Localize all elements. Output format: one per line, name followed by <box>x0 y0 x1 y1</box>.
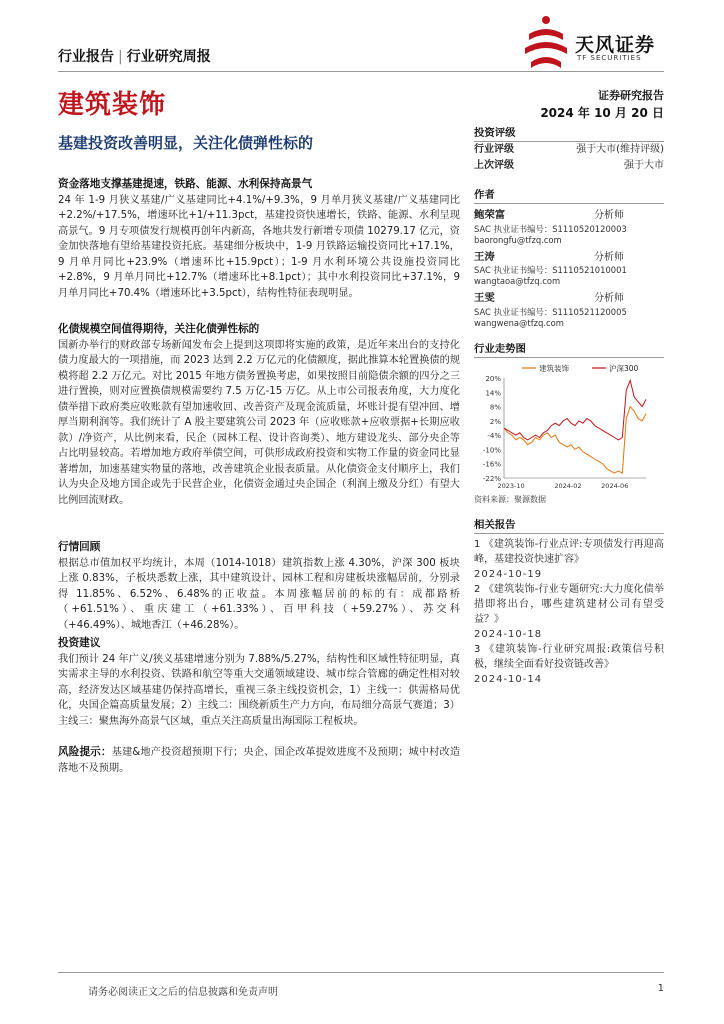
section-debt-resolution <box>58 322 460 508</box>
logo-text-cn: 天风证券 <box>575 34 656 56</box>
related-report-date: 2024-10-18 <box>474 629 543 640</box>
section-investment-advice <box>58 636 460 729</box>
series-line <box>504 407 646 474</box>
report-date: 2024 年 10 月 20 日 <box>540 106 664 120</box>
author-entry <box>474 208 664 246</box>
rating-key: 行业评级 <box>474 144 514 155</box>
footer-divider <box>58 972 664 973</box>
y-tick-label: -16% <box>482 460 501 469</box>
related-report-text[interactable]: 2 《建筑装饰-行业专题研究:大力度化债举措即将出台，哪些建筑建材公司有望受益？》 <box>474 584 664 625</box>
trend-title: 行业走势图 <box>474 340 664 358</box>
author-role: 分析师 <box>594 251 624 263</box>
footer-disclaimer: 请务必阅读正文之后的信息披露和免责声明 <box>88 987 278 998</box>
author-name: 王涛 <box>474 250 495 263</box>
rating-value: 强于大市(维持评级) <box>576 144 664 155</box>
section-body: 国新办举行的财政部专场新闻发布会上提到这项即将实施的政策，是近年来出台的支持化债力度最大的一项措施，而 2023 达到 2.2 万亿元的化债额度，据此推算本轮置换债的规模将超 2.2 万亿元。对比 2015 年地方债务置换考虑，如果按照目前隐债余额的四分之三进行置换，则对应置换债规模需要约 7.5 万亿-15 万亿。从上市公司报表角度，大力度化债举措下政府类应收账款有望加速收回、改善资产及现金流质量，坏账计提有望冲回、增厚当期利润等。我们统计了 A 股主要建筑公司 2023 年（应收账款+应收票据+长期应收款）/净资产，从比例来看，民企（园林工程、设计咨询类）、地方建设龙头、部分央企等占比明显较高。若增加地方政府举债空间，可供形成政府投资和实物工作量的资金同比显著增加，加速基建实物量的落地，改善建筑企业报表质量。从化债资金支付顺序上，我们认为央企及地方国企或先于民营企业，化债资金通过央企国企（利润上缴及分红）有望大比例回流财政。 <box>58 339 460 506</box>
y-tick-label: 2% <box>489 417 501 426</box>
rating-key: 上次评级 <box>474 159 514 171</box>
logo-text-en: TF SECURITIES <box>577 54 642 62</box>
rating-value: 强于大市 <box>624 159 664 171</box>
subcategory-label: 行业研究周报 <box>126 49 211 65</box>
section-infrastructure <box>58 177 460 301</box>
x-tick-label: 2023-10 <box>497 482 525 490</box>
author-cert: SAC 执业证书编号：S1110520120003 <box>474 223 627 234</box>
risk-warning <box>58 745 460 776</box>
report-category <box>58 46 211 66</box>
section-body: 我们预计 24 年广义/狭义基建增速分别为 7.88%/5.27%，结构性和区域性特征明显，真实需求主导的水利投资、铁路和航空等重大交通领域建设、城市综合管廊的确定性相对较高，经济发达区域基建仍保持高增长，重视三条主线投资机会，1）主线一：供需格局优化，央国企篇高质量发展；2）主线二：围绕新质生产力方向，布局细分高景气赛道；3）主线三：聚焦海外高景气区域，重点关注高质量出海国际工程板块。 <box>58 653 460 727</box>
risk-text: 基建&地产投资超预期下行；央企、国企改革提效进度不及预期；城中村改造落地不及预期。 <box>58 747 461 774</box>
y-tick-label: 20% <box>485 375 501 383</box>
trend-block <box>474 340 664 505</box>
related-report-text[interactable]: 1 《建筑装饰-行业点评:专项债发行再迎高峰，基建投资快速扩容》 <box>474 539 664 565</box>
section-body: 24 年 1-9 月狭义基建/广义基建同比+4.1%/+9.3%，9 月单月狭义基建/广义基建同比+2.2%/+17.5%，增速环比+1/+11.3pct，基建投资快速增长，铁路、能源、水利呈现高景气。9 月专项债发行规模再创年内新高，各地共发行新增专项债 10279.17 亿元，资金加快落地有望给基建投资托底。基建细分板块中，1-9 月铁路运输投资同比+17.1%，9 月单月同比+23.9%（增速环比+15.9pct）；1-9 月水利环境公共设施投资同比+2.8%，9 月单月同比+12.7%（增速环比+8.1pct）；其中水利投资同比+37.1%，9 月单月同比+70.4%（增速环比+3.5pct），结构性特征表现明显。 <box>58 194 460 299</box>
section-title: 投资建议 <box>58 637 101 649</box>
author-email[interactable]: wangtaoa@tfzq.com <box>474 276 561 286</box>
section-title: 资金落地支撑基建提速，铁路、能源、水利保持高景气 <box>58 178 313 190</box>
category-label: 行业报告 <box>58 49 114 65</box>
logo-emblem-icon <box>521 14 571 70</box>
legend-label: 建筑装饰 <box>539 364 569 373</box>
author-cert: SAC 执业证书编号：S1110521120005 <box>474 306 627 317</box>
related-report-item[interactable] <box>474 537 664 582</box>
author-email[interactable]: wangwena@tfzq.com <box>474 317 564 328</box>
author-cert: SAC 执业证书编号：S1110521010001 <box>474 265 627 275</box>
section-title: 行情回顾 <box>58 541 101 553</box>
related-title: 相关报告 <box>474 516 664 534</box>
related-report-text[interactable]: 3 《建筑装饰-行业研究周报:政策信号积极，继续全面看好投资链改善》 <box>474 644 664 670</box>
related-report-item[interactable] <box>474 582 664 642</box>
report-headline: 基建投资改善明显，关注化债弹性标的 <box>58 134 314 152</box>
related-report-item[interactable] <box>474 642 664 687</box>
chart-source: 资料来源：聚源数据 <box>474 495 546 504</box>
legend-label: 沪深300 <box>609 364 639 373</box>
section-market-review <box>58 540 460 633</box>
section-body: 根据总市值加权平均统计，本周（1014-1018）建筑指数上涨 4.30%，沪深 300 板块上涨 0.83%，子板块悉数上涨，其中建筑设计、园林工程和房建板块涨幅居前，分别录得 11.85%、6.52%、6.48%的正收益。本周涨幅居前的标的有：成都路桥（+61.51%）、重庆建工（+61.33%）、百甲科技（+59.27%）、苏交科（+46.49%）、城地香江（+46.28%）。 <box>58 557 460 631</box>
y-tick-label: -4% <box>487 432 501 441</box>
authors-block <box>474 186 664 329</box>
page-number: 1 <box>657 983 664 994</box>
author-entry <box>474 291 664 329</box>
rating-block <box>474 124 664 173</box>
author-entry <box>474 250 664 288</box>
author-name: 鲍荣富 <box>474 209 506 221</box>
rating-row <box>474 158 664 174</box>
series-line <box>504 380 646 440</box>
author-role: 分析师 <box>594 210 624 221</box>
industry-title: 建筑装饰 <box>58 90 167 120</box>
author-name: 王雯 <box>474 292 495 304</box>
header-divider <box>58 71 664 72</box>
tf-securities-logo <box>521 14 671 70</box>
authors-title: 作者 <box>474 186 664 204</box>
y-tick-label: 8% <box>489 403 501 412</box>
trend-chart <box>474 360 664 492</box>
y-tick-label: -10% <box>482 446 501 455</box>
related-report-date: 2024-10-19 <box>474 569 543 580</box>
rating-title: 投资评级 <box>474 124 664 142</box>
rating-row <box>474 142 664 158</box>
y-tick-label: -22% <box>482 475 501 483</box>
section-title: 化债规模空间值得期待，关注化债弹性标的 <box>58 323 260 335</box>
author-email[interactable]: baorongfu@tfzq.com <box>474 234 562 245</box>
report-type: 证券研究报告 <box>598 89 664 102</box>
x-tick-label: 2024-02 <box>554 482 582 490</box>
risk-label: 风险提示： <box>58 746 112 758</box>
related-reports-block <box>474 516 664 687</box>
related-report-date: 2024-10-14 <box>474 674 543 685</box>
x-tick-label: 2024-06 <box>601 482 629 490</box>
y-tick-label: 14% <box>485 389 501 398</box>
author-role: 分析师 <box>594 293 624 304</box>
separator: | <box>118 49 123 65</box>
